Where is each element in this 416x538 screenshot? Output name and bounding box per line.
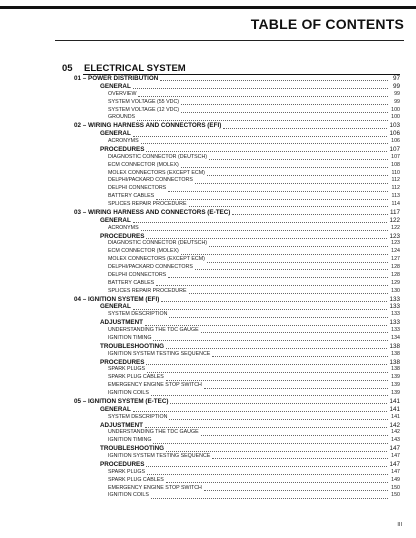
toc-page-number: 123: [389, 232, 400, 240]
dot-leader: [160, 79, 388, 81]
dot-leader: [153, 339, 388, 341]
toc-page-number: 108: [391, 161, 400, 168]
dot-leader: [166, 379, 388, 381]
dot-leader: [195, 268, 388, 270]
toc-entry-label: IGNITION SYSTEM TESTING SEQUENCE: [108, 453, 211, 459]
dot-leader: [141, 142, 388, 144]
toc-entry-label: SYSTEM DESCRIPTION: [108, 311, 168, 318]
dot-leader: [207, 174, 388, 176]
toc-page-number: 150: [391, 492, 400, 499]
toc-page-number: 142: [389, 421, 400, 429]
dot-leader: [147, 371, 388, 373]
toc-page-number: 122: [389, 216, 400, 224]
toc-subsection-link[interactable]: [62, 343, 400, 351]
toc-entry-label: 03 – WIRING HARNESS AND CONNECTORS (E-TEC): [74, 208, 231, 216]
dot-leader: [138, 95, 388, 97]
toc-page-number: 100: [391, 106, 400, 113]
toc-page-number: 134: [391, 334, 400, 341]
toc-topic-link[interactable]: [62, 264, 400, 272]
toc-entry-label: PROCEDURES: [100, 232, 145, 240]
toc-entry-label: OVERVIEW: [108, 90, 137, 97]
dot-leader: [145, 324, 387, 326]
toc-topic-link[interactable]: [62, 485, 400, 493]
toc-entry-label: GENERAL: [100, 303, 131, 311]
toc-page-number: 141: [389, 397, 400, 405]
toc-entry-label: DIAGNOSTIC CONNECTOR (DEUTSCH): [108, 240, 208, 247]
toc-topic-link[interactable]: [62, 201, 400, 209]
toc-topic-link[interactable]: [62, 469, 400, 477]
dot-leader: [223, 127, 387, 129]
toc-page-number: 128: [391, 264, 400, 270]
toc-entry-label: IGNITION TIMING: [108, 437, 152, 444]
toc-entry-label: SYSTEM VOLTAGE (12 VDC): [108, 106, 180, 113]
toc-topic-link[interactable]: [62, 185, 400, 193]
toc-page-number: 106: [391, 138, 400, 144]
dot-leader: [204, 387, 388, 389]
toc-subsection-link[interactable]: [62, 233, 400, 241]
toc-topic-link[interactable]: [62, 225, 400, 233]
dot-leader: [146, 363, 387, 365]
toc-page-number: 150: [391, 484, 400, 491]
toc-topic-link[interactable]: [62, 107, 400, 115]
toc-topic-link[interactable]: [62, 272, 400, 280]
toc-page-number: 141: [391, 413, 400, 420]
toc-page-number: 112: [391, 185, 400, 192]
toc-topic-link[interactable]: [62, 170, 400, 178]
toc-topic-link[interactable]: [62, 280, 400, 288]
dot-leader: [161, 300, 387, 302]
dot-leader: [189, 205, 389, 207]
toc-entry-label: TROUBLESHOOTING: [100, 342, 165, 350]
dot-leader: [201, 434, 388, 436]
toc-subsection-link[interactable]: [62, 406, 400, 414]
dot-leader: [166, 481, 388, 483]
toc-page-number: 99: [392, 82, 400, 90]
toc-topic-link[interactable]: [62, 138, 400, 146]
dot-leader: [169, 316, 388, 318]
toc-topic-link[interactable]: [62, 248, 400, 256]
section-number: 05: [62, 63, 73, 74]
toc-topic-link[interactable]: [62, 477, 400, 485]
toc-entry-label: GENERAL: [100, 82, 131, 90]
toc-topic-link[interactable]: [62, 162, 400, 170]
toc-entry-label: ADJUSTMENT: [100, 421, 144, 429]
toc-entry-label: UNDERSTANDING THE TDC GAUGE: [108, 429, 199, 436]
toc-page-number: 99: [394, 98, 400, 105]
dot-leader: [147, 473, 388, 475]
toc-entry-label: MOLEX CONNECTORS (EXCEPT ECM): [108, 256, 205, 263]
toc-page-number: 107: [391, 153, 400, 160]
toc-page-number: 114: [391, 201, 400, 207]
toc-entry-label: GENERAL: [100, 405, 131, 413]
toc-page-number: 139: [391, 374, 400, 381]
dot-leader: [181, 103, 388, 105]
toc-page-number: 130: [391, 287, 400, 294]
toc-entry-label: DIAGNOSTIC CONNECTOR (DEUTSCH): [108, 153, 208, 160]
dot-leader: [133, 308, 388, 310]
toc-page-number: 147: [391, 468, 400, 475]
dot-leader: [156, 198, 388, 200]
toc-entry-label: UNDERSTANDING THE TDC GAUGE: [108, 327, 199, 333]
toc-page-number: 147: [389, 460, 400, 468]
toc-topic-link[interactable]: [62, 335, 400, 343]
toc-page-number: 139: [391, 382, 400, 389]
footer-page-number: III: [397, 522, 402, 528]
toc-topic-link[interactable]: [62, 429, 400, 437]
toc-subsection-link[interactable]: [62, 130, 400, 138]
dot-leader: [189, 292, 389, 294]
toc-entry-label: GENERAL: [100, 130, 131, 138]
toc-subsection-link[interactable]: [62, 146, 400, 154]
toc-entry-label: IGNITION COILS: [108, 492, 149, 499]
toc-page-number: 142: [391, 429, 400, 436]
toc-topic-link[interactable]: [62, 311, 400, 319]
dot-leader: [181, 111, 388, 113]
toc-chapter-link[interactable]: [62, 398, 400, 406]
toc-topic-link[interactable]: [62, 193, 400, 201]
toc-subsection-link[interactable]: [62, 303, 400, 311]
toc-page-number: 110: [391, 169, 400, 176]
page-title: TABLE OF CONTENTS: [250, 16, 404, 32]
toc-entry-label: SPLICES REPAIR PROCEDURE: [108, 287, 187, 294]
toc-subsection-link[interactable]: [62, 217, 400, 225]
toc-page-number: 138: [391, 350, 400, 357]
dot-leader: [133, 221, 388, 223]
toc-entry-label: EMERGENCY ENGINE STOP SWITCH: [108, 484, 202, 491]
toc-page-number: 128: [391, 271, 400, 278]
dot-leader: [212, 457, 388, 459]
dot-leader: [166, 347, 387, 349]
dot-leader: [151, 497, 388, 499]
dot-leader: [204, 489, 388, 491]
dot-leader: [195, 182, 388, 184]
toc-entry-label: PROCEDURES: [100, 358, 145, 366]
toc-page-number: 97: [392, 75, 400, 82]
dot-leader: [146, 237, 387, 239]
toc-entry-label: EMERGENCY ENGINE STOP SWITCH: [108, 382, 202, 389]
section-heading: [62, 63, 400, 75]
toc-entry-label: BATTERY CABLES: [108, 193, 155, 200]
toc-entry-label: SPLICES REPAIR PROCEDURE: [108, 201, 187, 207]
dot-leader: [181, 253, 388, 255]
toc-topic-link[interactable]: [62, 453, 400, 461]
toc-page-number: 133: [389, 303, 400, 311]
toc-topic-link[interactable]: [62, 99, 400, 107]
toc-topic-link[interactable]: [62, 154, 400, 162]
toc-topic-link[interactable]: [62, 114, 400, 122]
toc-entry-label: DELPHI CONNECTORS: [108, 185, 167, 192]
dot-leader: [207, 261, 388, 263]
toc-entry-label: ECM CONNECTOR (MOLEX): [108, 248, 179, 255]
toc-entry-label: IGNITION COILS: [108, 390, 149, 396]
dot-leader: [141, 229, 388, 231]
toc-chapter-link[interactable]: [62, 75, 400, 83]
dot-leader: [232, 213, 388, 215]
toc-topic-link[interactable]: [62, 414, 400, 422]
section-divider: [83, 74, 400, 75]
toc-topic-link[interactable]: [62, 492, 400, 500]
table-of-contents: [62, 63, 400, 500]
toc-topic-link[interactable]: [62, 366, 400, 374]
toc-entry-label: ACRONYMS: [108, 138, 139, 144]
toc-entry-label: GENERAL: [100, 216, 131, 224]
dot-leader: [146, 465, 387, 467]
toc-entry-label: DELPHI CONNECTORS: [108, 271, 167, 278]
toc-page-number: 138: [389, 342, 400, 350]
dot-leader: [153, 442, 388, 444]
toc-page-number: 141: [389, 405, 400, 413]
toc-topic-link[interactable]: [62, 177, 400, 185]
toc-page-number: 123: [391, 240, 400, 247]
toc-page-number: 129: [391, 279, 400, 286]
toc-entry-label: PROCEDURES: [100, 145, 145, 153]
toc-subsection-link[interactable]: [62, 445, 400, 453]
title-divider: [55, 40, 404, 41]
toc-page-number: 139: [391, 390, 400, 396]
dot-leader: [133, 135, 388, 137]
toc-page-number: 138: [391, 366, 400, 373]
toc-entry-label: IGNITION SYSTEM TESTING SEQUENCE: [108, 350, 211, 357]
toc-entry-label: SYSTEM DESCRIPTION: [108, 413, 168, 420]
toc-page-number: 113: [391, 193, 400, 200]
toc-page-number: 133: [391, 327, 400, 333]
toc-entry-label: IGNITION TIMING: [108, 334, 152, 341]
toc-topic-link[interactable]: [62, 256, 400, 264]
toc-topic-link[interactable]: [62, 390, 400, 398]
toc-subsection-link[interactable]: [62, 422, 400, 430]
dot-leader: [169, 418, 388, 420]
toc-topic-link[interactable]: [62, 288, 400, 296]
toc-page-number: 107: [389, 145, 400, 153]
dot-leader: [166, 450, 387, 452]
toc-subsection-link[interactable]: [62, 319, 400, 327]
toc-entry-list: [62, 75, 400, 500]
toc-page-number: 147: [391, 453, 400, 459]
dot-leader: [168, 190, 388, 192]
dot-leader: [146, 150, 387, 152]
toc-chapter-link[interactable]: [62, 122, 400, 130]
toc-page-number: 124: [391, 248, 400, 255]
toc-entry-label: ACRONYMS: [108, 224, 139, 231]
toc-entry-label: SYSTEM VOLTAGE (55 VDC): [108, 98, 180, 105]
toc-entry-label: 05 – IGNITION SYSTEM (E-TEC): [74, 397, 169, 405]
toc-page-number: 117: [389, 208, 400, 216]
toc-entry-label: SPARK PLUGS: [108, 468, 145, 475]
toc-entry-label: 02 – WIRING HARNESS AND CONNECTORS (EFI): [74, 122, 222, 130]
dot-leader: [209, 158, 388, 160]
dot-leader: [156, 284, 388, 286]
toc-page-number: 143: [391, 437, 400, 444]
toc-topic-link[interactable]: [62, 327, 400, 335]
toc-entry-label: PROCEDURES: [100, 460, 145, 468]
toc-entry-label: ECM CONNECTOR (MOLEX): [108, 161, 179, 168]
toc-chapter-link[interactable]: [62, 296, 400, 304]
dot-leader: [212, 355, 388, 357]
toc-topic-link[interactable]: [62, 374, 400, 382]
toc-entry-label: BATTERY CABLES: [108, 279, 155, 286]
toc-entry-label: TROUBLESHOOTING: [100, 445, 165, 453]
toc-page-number: 122: [391, 224, 400, 231]
toc-page-number: 133: [389, 319, 400, 327]
toc-subsection-link[interactable]: [62, 83, 400, 91]
toc-entry-label: DELPHI/PACKARD CONNECTORS: [108, 177, 193, 184]
dot-leader: [181, 166, 388, 168]
toc-entry-label: ADJUSTMENT: [100, 319, 144, 327]
toc-entry-label: SPARK PLUG CABLES: [108, 374, 164, 381]
toc-entry-label: 04 – IGNITION SYSTEM (EFI): [74, 295, 160, 303]
toc-page-number: 103: [389, 122, 400, 130]
toc-entry-label: GROUNDS: [108, 114, 136, 121]
toc-entry-label: DELPHI/PACKARD CONNECTORS: [108, 264, 193, 270]
toc-page-number: 138: [389, 358, 400, 366]
dot-leader: [201, 331, 388, 333]
section-title: ELECTRICAL SYSTEM: [84, 63, 186, 74]
toc-page-number: 127: [391, 256, 400, 263]
top-rule: [0, 6, 416, 9]
toc-page-number: 112: [391, 177, 400, 184]
dot-leader: [133, 410, 388, 412]
toc-entry-label: MOLEX CONNECTORS (EXCEPT ECM): [108, 169, 205, 176]
toc-chapter-link[interactable]: [62, 209, 400, 217]
toc-page-number: 100: [391, 114, 400, 121]
toc-subsection-link[interactable]: [62, 461, 400, 469]
dot-leader: [170, 402, 387, 404]
dot-leader: [168, 276, 388, 278]
toc-page-number: 133: [391, 311, 400, 318]
dot-leader: [151, 394, 388, 396]
toc-topic-link[interactable]: [62, 382, 400, 390]
toc-entry-label: 01 – POWER DISTRIBUTION: [74, 75, 159, 82]
toc-subsection-link[interactable]: [62, 359, 400, 367]
dot-leader: [145, 426, 387, 428]
toc-page-number: 99: [394, 90, 400, 97]
toc-topic-link[interactable]: [62, 437, 400, 445]
dot-leader: [137, 119, 388, 121]
toc-page-number: 133: [389, 295, 400, 303]
toc-topic-link[interactable]: [62, 91, 400, 99]
toc-entry-label: SPARK PLUGS: [108, 366, 145, 373]
dot-leader: [133, 87, 388, 89]
toc-page-number: 149: [391, 476, 400, 483]
toc-page-number: 106: [389, 130, 400, 138]
toc-page-number: 147: [389, 445, 400, 453]
toc-entry-label: SPARK PLUG CABLES: [108, 476, 164, 483]
dot-leader: [209, 245, 388, 247]
toc-topic-link[interactable]: [62, 351, 400, 359]
toc-topic-link[interactable]: [62, 240, 400, 248]
